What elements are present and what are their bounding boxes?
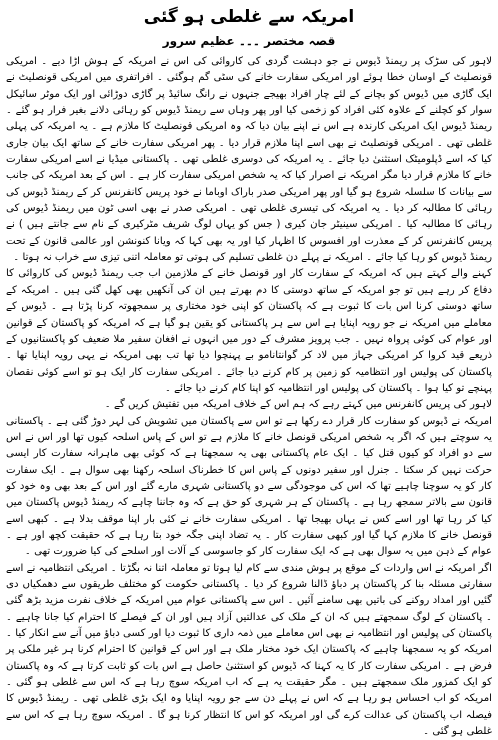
article-body xyxy=(6,54,492,740)
article-title: امریکہ سے غلطی ہو گئی xyxy=(143,7,355,27)
article-byline: قصہ مختصر ۔۔۔ عظیم سرور xyxy=(162,34,336,48)
article-paragraph-2: کہنے والے کہتے ہیں کہ امریکہ کے سفارت کار اور قونصل خانے کے ملازمین اب جب ریمنڈ ڈیوس کی کاروائی کا دفاع کر رہے ہیں تو جو امریکہ کے ساتھ دوستی کا دم بھرتے ہیں ان کی آنکھیں بھی کھل گئی ہیں ۔ امریکہ کے ساتھ دوستی کرنا اس بات کا ثبوت ہے کہ پاکستان کو اپنی خود مختاری پر سمجھوتہ کرنا پڑتا ہے ۔ ڈیوس کے معاملے میں امریکہ نے جو رویہ اپنایا ہے اس سے ہر پاکستانی کو یقین ہو گیا ہے کہ امریکہ کو پاکستان کے قوانین اور عوام کی کوئی پرواہ نہیں ۔ جب پرویز مشرف کے دور میں انہوں نے افغان سفیر ملا ضعیف کو پاکستانیوں کے ذریعے قید کروا کر امریکی جہاز میں لاد کر گوانتانامو بے پہنچوا دیا تھا تب بھی امریکہ نے یہی رویہ اپنایا تھا ۔ پاکستان کی پولیس اور انتظامیہ کو زمین پر کام کرنے دیا جائے ۔ امریکی سفارت کار ایک ہو تو اسے کوئی نقصان پہنچے تو کیا ہوا ۔ پاکستان کی پولیس اور انتظامیہ کو اپنا کام کرنے دیا جائے ۔ xyxy=(6,268,492,394)
article-paragraph-4: امریکہ نے ڈیوس کو سفارت کار قرار دے رکھا ہے تو اس سے پاکستان میں تشویش کی لہر دوڑ گئی ہے ۔ پاکستانی یہ سوچتے ہیں کہ اگر یہ شخص امریکی قونصل خانے کا ملازم ہے تو اس کے پاس اسلحہ کیوں تھا اور اس نے اس سے دو افراد کو کیوں قتل کیا ۔ ایک عام پاکستانی بھی یہ سمجھتا ہے کہ کوئی بھی ماہرانہ سفارت کار ایسی حرکت نہیں کر سکتا ۔ جنرل اور سفیر دونوں کے پاس اس کا خطرناک اسلحہ رکھنا بھی سوال ہے ۔ ایک سفارت کار کو یہ سوچنا چاہیے تھا کہ اس کی موجودگی سے دو پاکستانی شہری مارے گئے اور اس کے بعد بھی وہ خود کو قانون سے بالاتر سمجھ رہا ہے ۔ پاکستان کے ہر شہری کو حق ہے کہ وہ جاننا چاہے کہ ریمنڈ ڈیوس پاکستان میں کیا کر رہا تھا اور اسے کس نے یہاں بھیجا تھا ۔ امریکی سفارت خانے نے کئی بار اپنا موقف بدلا ہے ۔ کبھی اسے قونصل خانے کا ملازم کہا گیا اور کبھی سفارت کار ۔ یہ تضاد اپنی جگہ خود بتا رہا ہے کہ حقیقت کچھ اور ہے ۔ عوام کے ذہن میں یہ سوال بھی ہے کہ ایک سفارت کار کو جاسوسی کے آلات اور اسلحے کی کیا ضرورت تھی ۔ xyxy=(6,415,492,558)
article-paragraph-1: لاہور کی سڑک پر ریمنڈ ڈیوس نے جو دہشت گردی کی کاروائی کی اس نے امریکہ کے ہوش اڑا دیے ۔ امریکی قونصلیٹ کے اوسان خطا ہوئے اور امریکی سفارت خانے کی سٹی گم ہوگئی ۔ افراتفری میں امریکی قونصلیٹ نے ایک گاڑی میں ڈیوس کو بچانے کے لئے چار افراد بھیجے جنہوں نے رانگ سائیڈ پر گاڑی دوڑائی اور ایک موٹر سائیکل سوار کو کچلنے کے علاوہ کئی افراد کو زخمی کیا اور پھر وہاں سے ریمنڈ ڈیوس کو رہائی دلانے بغیر فرار ہو گئے ۔ ریمنڈ ڈیوس ایک امریکی کارندہ ہے اس نے اپنے بیان دیا کہ وہ امریکی قونصلیٹ کا ملازم ہے ۔ یہ امریکہ کی پہلی غلطی تھی ۔ امریکی قونصلیٹ نے بھی اسے اپنا ملازم قرار دیا ۔ پھر امریکی سفارت خانے کے ساتھ ایک بیان جاری کیا کہ اسے ڈپلومیٹک استثنیٰ دیا جائے ۔ یہ امریکہ کی دوسری غلطی تھی ۔ پاکستانی میڈیا نے اسے امریکی سفارت خانے کا ملازم قرار دیا مگر امریکہ نے اصرار کیا کہ یہ شخص امریکی سفارت کار ہے ۔ اس کے بعد امریکہ کی جانب سے بیانات کا سلسلہ شروع ہو گیا اور پھر امریکی صدر باراک اوباما نے خود پریس کانفرنس کر کے ریمنڈ ڈیوس کی رہائی کا مطالبہ کر دیا ۔ یہ امریکہ کی تیسری غلطی تھی ۔ امریکی صدر نے بھی اسی ٹون میں ریمنڈ ڈیوس کی رہائی کا مطالبہ کیا ۔ امریکی سینیٹر جان کیری ( جس کو یہاں لوگ شریف مٹرکیری کے نام سے جانتے ہیں ) نے پریس کانفرنس کر کے معذرت اور افسوس کا اظہار کیا اور یہ بھی کہا کہ ویانا کنونشن اور عالمی قانون کے تحت ریمنڈ ڈیوس کو رہا کیا جائے ۔ امریکہ نے پہلے دن غلطی تسلیم کی ہوتی تو معاملہ اتنی تیزی سے خراب نہ ہوتا ۔ xyxy=(6,56,492,264)
article-paragraph-5: اگر امریکہ نے اس واردات کے موقع پر ہوش مندی سے کام لیا ہوتا تو معاملہ اتنا نہ بگڑتا ۔ امریکی انتظامیہ نے اسے سفارتی مسئلہ بنا کر پاکستان پر دباؤ ڈالنا شروع کر دیا ۔ پاکستانی حکومت کو مختلف طریقوں سے دھمکیاں دی گئیں اور امداد روکنے کی باتیں بھی سامنے آئیں ۔ اس سے پاکستانی عوام میں امریکہ کے خلاف نفرت مزید بڑھ گئی ۔ پاکستان کے لوگ سمجھتے ہیں کہ ان کے ملک کی عدالتیں آزاد ہیں اور ان کے فیصلے کا احترام کیا جانا چاہیے ۔ پاکستان کی پولیس اور انتظامیہ نے بھی اس معاملے میں ذمہ داری کا ثبوت دیا اور کسی دباؤ میں آنے سے انکار کیا ۔ امریکہ کو یہ سمجھنا چاہیے کہ پاکستان ایک خود مختار ملک ہے اور اس کے قوانین کا احترام کرنا ہر غیر ملکی پر فرض ہے ۔ امریکی سفارت کار کا یہ کہنا کہ ڈیوس کو استثنیٰ حاصل ہے اس بات کو ثابت کرتا ہے کہ وہ پاکستان کو ایک کمزور ملک سمجھتے ہیں ۔ مگر حقیقت یہ ہے کہ اب امریکہ سوچ رہا ہے کہ اس سے غلطی ہو گئی ۔ امریکہ کو اب احساس ہو رہا ہے کہ اس نے پہلے دن سے جو رویہ اپنایا وہ ایک بڑی غلطی تھی ۔ ریمنڈ ڈیوس کا فیصلہ اب پاکستان کی عدالت کرے گی اور امریکہ کو اس کا انتظار کرنا ہو گا ۔ امریکہ سوچ رہا ہے کہ اس سے غلطی ہو گئی ۔ xyxy=(6,562,492,738)
article-paragraph-3: لاہور کی پریس کانفرنس میں کہتے رہے کہ ہم اس کے خلاف امریکہ میں تفتیش کریں گے ۔ xyxy=(104,399,492,411)
